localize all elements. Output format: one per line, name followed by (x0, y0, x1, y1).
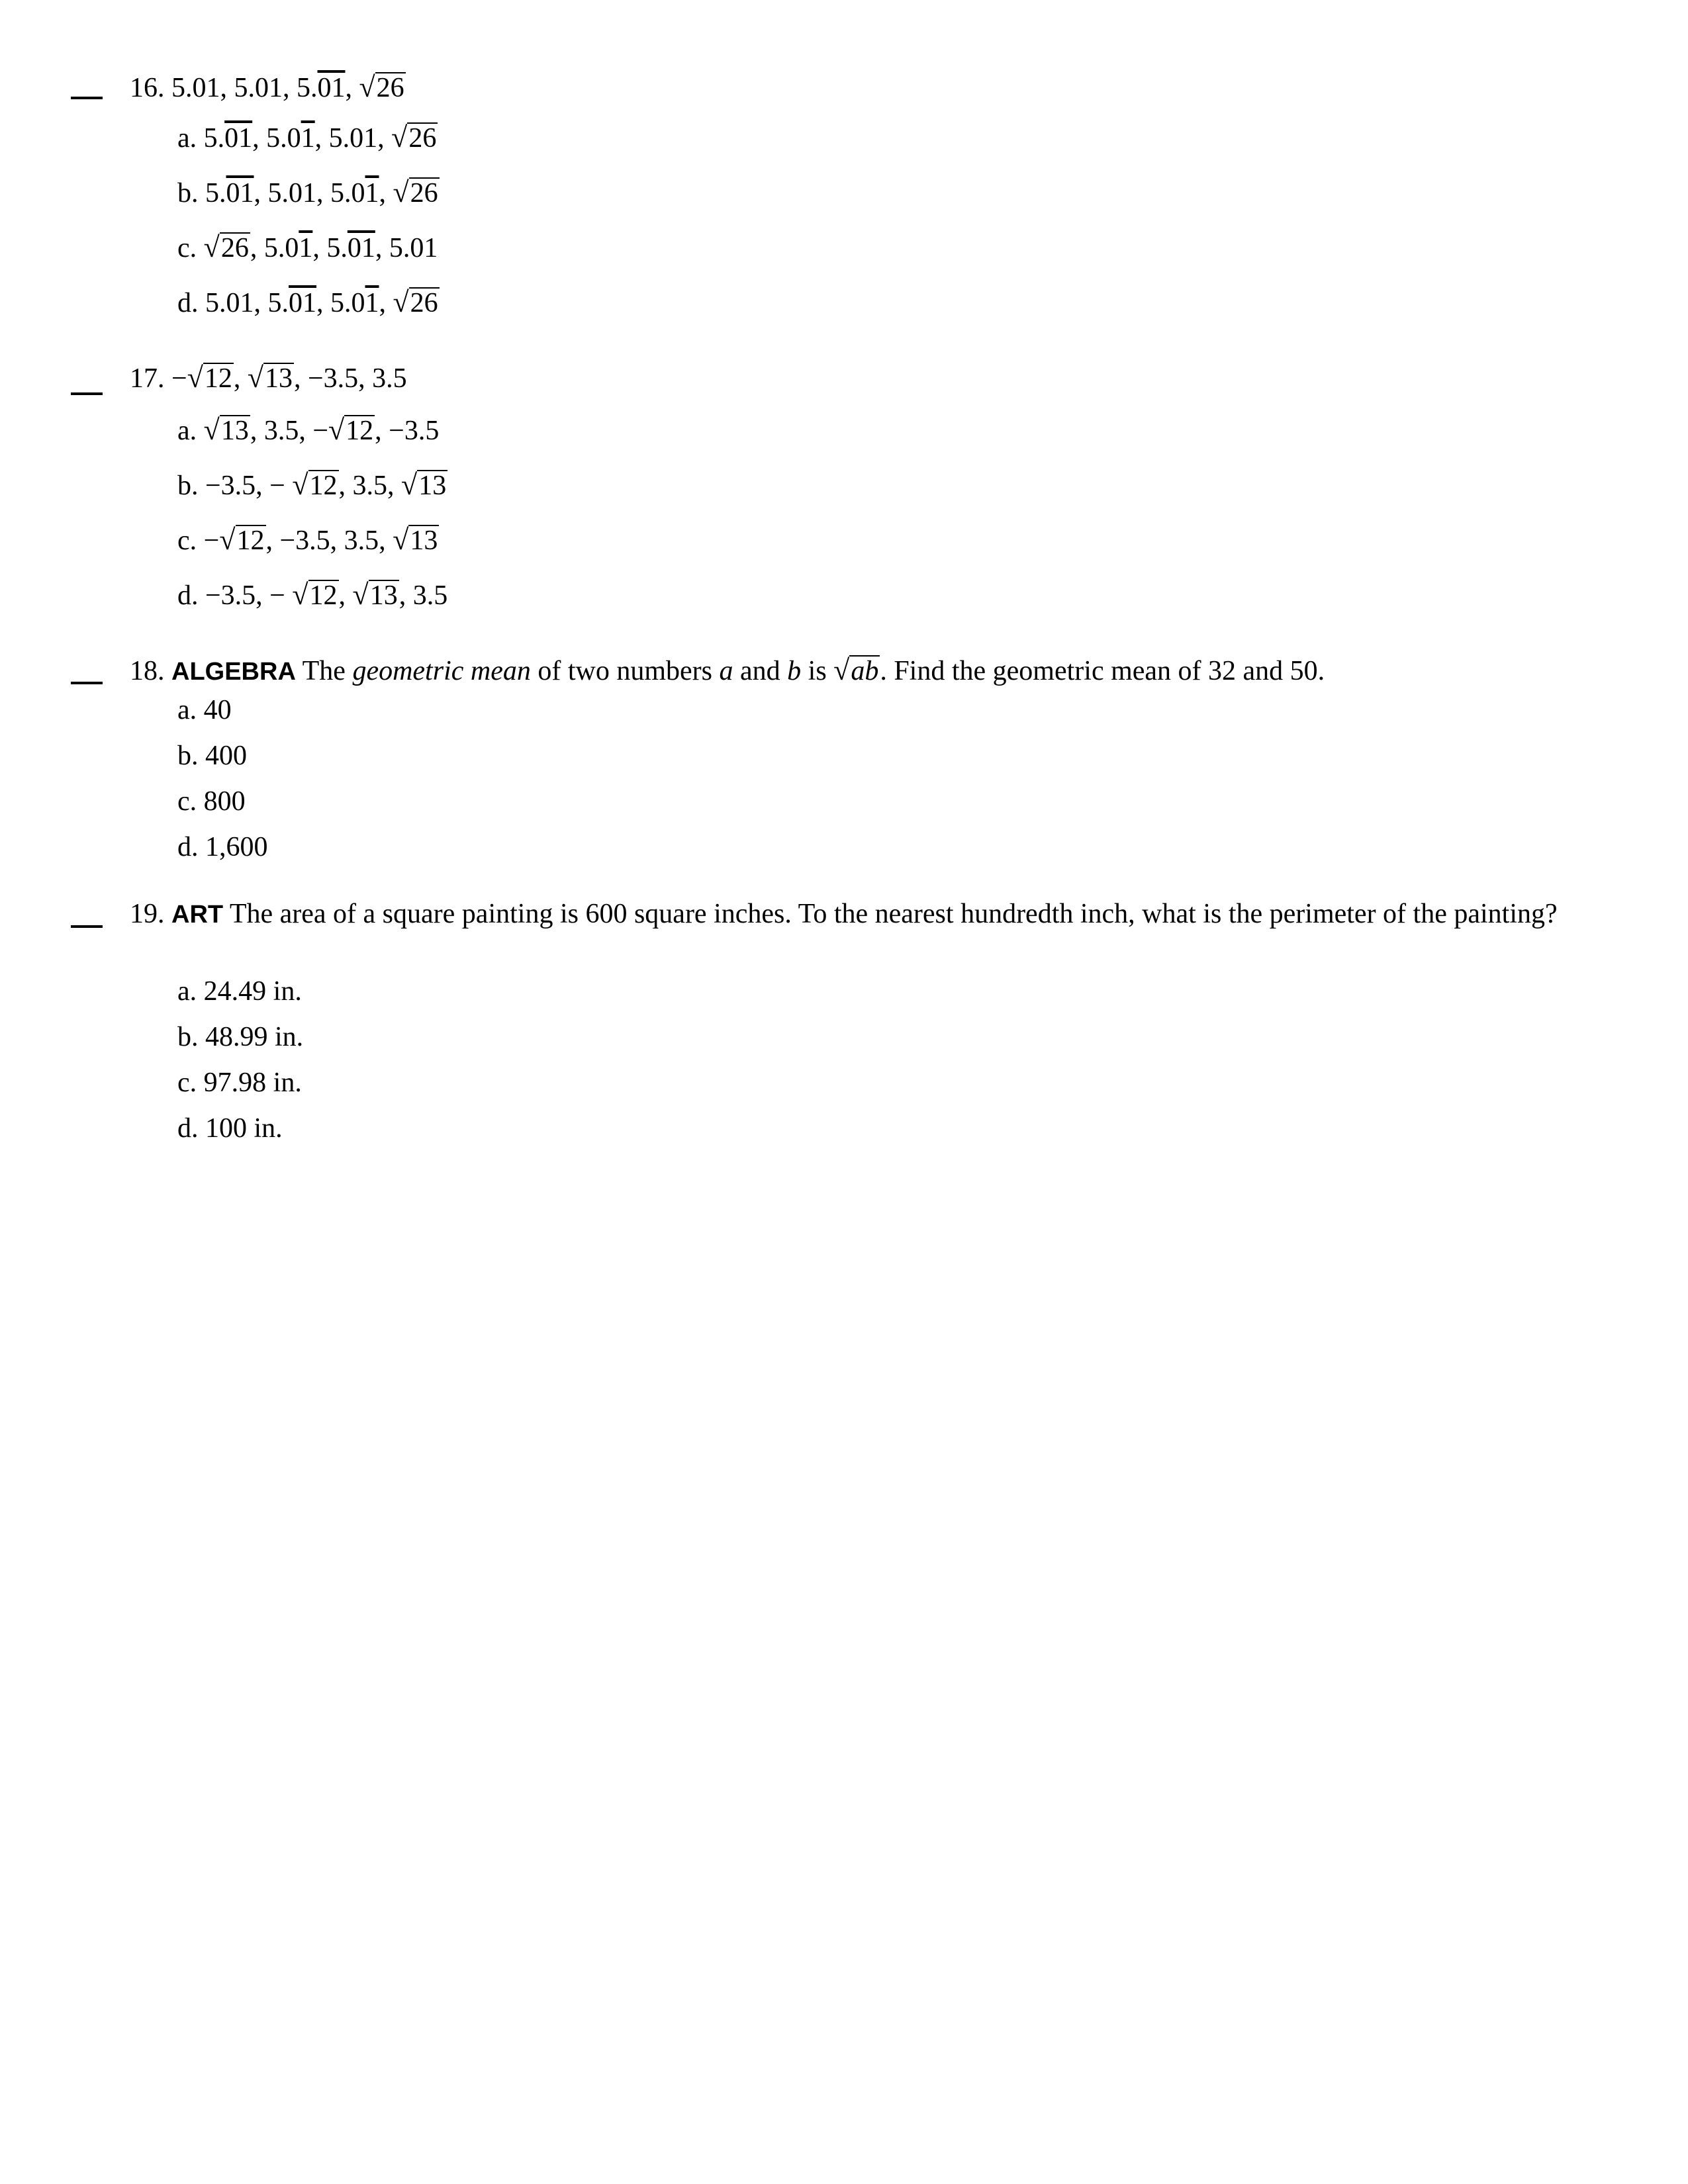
option-a[interactable]: a. 40 (177, 695, 232, 725)
option-b[interactable]: b. 5.01, 5.01, 5.01, √26 (177, 176, 438, 208)
sqrt-icon: √ (352, 578, 369, 611)
option-c[interactable]: c. 97.98 in. (177, 1068, 302, 1098)
sqrt-icon: √ (219, 523, 236, 556)
option-a[interactable]: a. 5.01, 5.01, 5.01, √26 (177, 121, 437, 154)
option-d[interactable]: d. 5.01, 5.01, 5.01, √26 (177, 286, 438, 318)
sqrt-icon: √ (203, 414, 220, 446)
sqrt-icon: √ (391, 121, 408, 154)
sqrt-icon: √ (292, 469, 308, 501)
sqrt-icon: √ (401, 469, 418, 501)
option-a[interactable]: a. √13, 3.5, −√12, −3.5 (177, 414, 440, 446)
question-prompt: 16. 5.01, 5.01, 5.01, √26 (130, 71, 404, 103)
answer-blank[interactable] (71, 682, 103, 684)
sqrt-icon: √ (187, 361, 203, 394)
question-prompt: 19. ART The area of a square painting is 600 square inches. To the nearest hundredth inch, what is the perimeter of the painting? (130, 899, 1558, 929)
question-prompt: 18. ALGEBRA The geometric mean of two numbers a and b is √ab. Find the geometric mean of 32 and 50. (130, 654, 1325, 686)
option-b[interactable]: b. −3.5, − √12, 3.5, √13 (177, 469, 447, 501)
option-a[interactable]: a. 24.49 in. (177, 976, 302, 1007)
sqrt-icon: √ (393, 523, 409, 556)
sqrt-icon: √ (359, 71, 375, 103)
sqrt-icon: √ (247, 361, 263, 394)
option-d[interactable]: d. 100 in. (177, 1113, 283, 1144)
option-b[interactable]: b. 400 (177, 741, 247, 771)
question-prompt: 17. −√12, √13, −3.5, 3.5 (130, 361, 407, 394)
sqrt-icon: √ (292, 578, 308, 611)
answer-blank[interactable] (71, 925, 103, 928)
sqrt-icon: √ (328, 414, 345, 446)
option-b[interactable]: b. 48.99 in. (177, 1022, 304, 1052)
option-c[interactable]: c. √26, 5.01, 5.01, 5.01 (177, 231, 438, 263)
option-c[interactable]: c. 800 (177, 786, 246, 817)
sqrt-icon: √ (393, 176, 409, 208)
answer-blank[interactable] (71, 97, 103, 99)
option-d[interactable]: d. −3.5, − √12, √13, 3.5 (177, 578, 448, 611)
answer-blank[interactable] (71, 392, 103, 395)
sqrt-icon: √ (203, 231, 220, 263)
option-d[interactable]: d. 1,600 (177, 832, 268, 862)
option-c[interactable]: c. −√12, −3.5, 3.5, √13 (177, 523, 438, 556)
sqrt-icon: √ (393, 286, 409, 318)
sqrt-icon: √ (833, 654, 850, 686)
